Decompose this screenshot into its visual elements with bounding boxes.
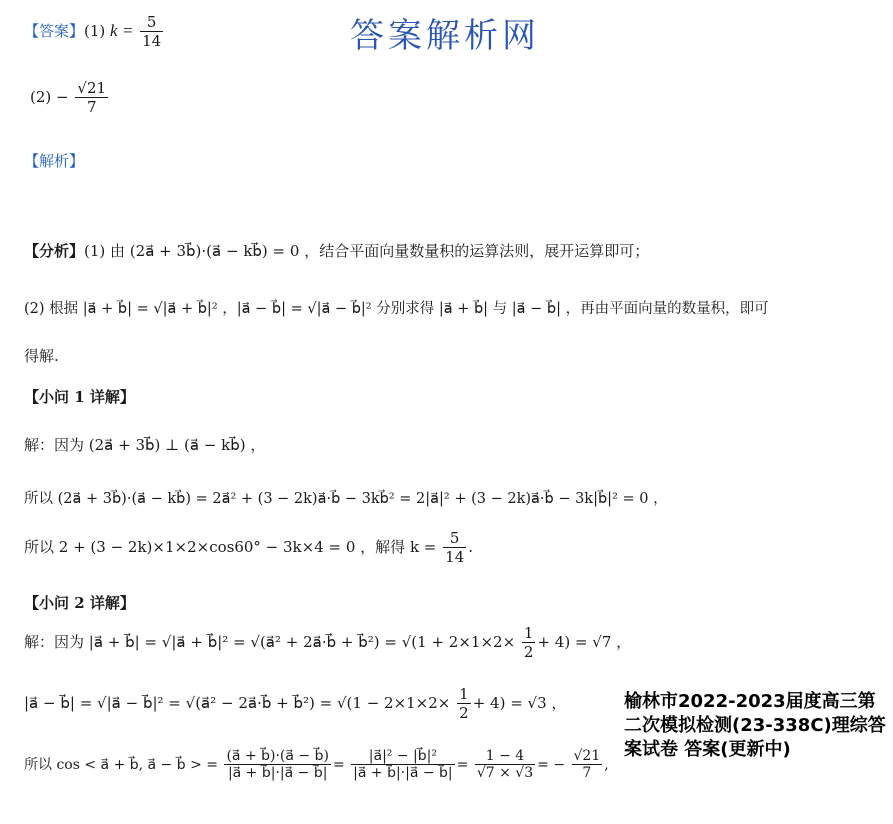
q2-line1-fraction xyxy=(522,625,536,661)
fraction-numerator: √21 xyxy=(77,79,107,97)
q2-line2 xyxy=(24,686,566,722)
analysis-label: 【解析】 xyxy=(24,152,85,170)
fraction-denominator: 14 xyxy=(445,548,465,567)
q2-fraction-2 xyxy=(351,748,455,782)
answer-part1-prefix: (1) xyxy=(84,22,106,41)
q2-heading: 【小问 2 详解】 xyxy=(24,594,135,612)
q2-line2-end: + 4) = √3 ， xyxy=(472,694,567,713)
fraction-numerator: √21 xyxy=(573,748,601,764)
fraction-denominator: 14 xyxy=(142,32,162,51)
q1-line3-text: 所以 2 + (3 − 2k)×1×2×cos60° − 3k×4 = 0 ，解得 k = xyxy=(24,538,437,557)
answer-part1 xyxy=(24,14,165,50)
q2-line2-text: |a⃗ − b⃗| = √|a⃗ − b⃗|² = √(a⃗² − 2a⃗·b⃗ + b⃗²) = √(1 − 2×1×2× xyxy=(24,694,451,713)
fraction-numerator: 1 − 4 xyxy=(475,748,535,765)
q1-line1: 解：因为 (2a⃗ + 3b⃗) ⊥ (a⃗ − kb⃗) ， xyxy=(24,436,266,454)
q2-fraction-3 xyxy=(475,748,535,782)
fraction-numerator: 5 xyxy=(140,14,163,32)
fenxi-line2: (2) 根据 |a⃗ + b⃗| = √|a⃗ + b⃗|² ，|a⃗ − b⃗| = √|a⃗ − b⃗|² 分别求得 |a⃗ + b⃗| 与 |a⃗ − b⃗| ，再由平面向量的数量积，即可 xyxy=(24,301,769,317)
overlay-caption: 榆林市2022-2023届度高三第二次模拟检测(23-338C)理综答案试卷 答案(更新中) xyxy=(624,691,886,760)
q2-line3-text: 所以 cos < a⃗ + b⃗, a⃗ − b⃗ > = xyxy=(24,756,218,773)
fraction-denominator: 2 xyxy=(459,704,469,723)
fraction-denominator: 7 xyxy=(86,98,97,117)
fraction-denominator: |a⃗ + b⃗|·|a⃗ − b⃗| xyxy=(353,765,453,782)
q2-line1-end: + 4) = √7 ， xyxy=(537,633,632,652)
q2-result-sign: = − xyxy=(537,756,566,773)
fenxi-line3: 得解. xyxy=(24,347,59,365)
fraction-numerator: 1 xyxy=(523,624,534,642)
watermark: 答案解析网 xyxy=(350,16,540,56)
fraction-numerator: 5 xyxy=(443,530,466,548)
answer-label: 【答案】 xyxy=(24,22,85,41)
fraction-numerator: |a⃗|² − |b⃗|² xyxy=(351,748,455,765)
fraction-denominator: |a⃗ + b⃗|·|a⃗ − b⃗| xyxy=(227,765,328,782)
q2-line1 xyxy=(24,625,631,661)
fenxi-line1-text: (1) 由 (2a⃗ + 3b⃗)·(a⃗ − kb⃗) = 0 ，结合平面向量数量积的运算法则，展开运算即可； xyxy=(84,242,650,260)
answer-part1-fraction xyxy=(140,14,163,50)
fraction-numerator: (a⃗ + b⃗)·(a⃗ − b⃗) xyxy=(226,748,329,764)
q2-fraction-1 xyxy=(224,748,331,782)
answer-part2-fraction xyxy=(75,80,108,116)
q2-line2-fraction xyxy=(457,686,471,722)
q1-fraction xyxy=(443,530,466,566)
q1-heading: 【小问 1 详解】 xyxy=(24,388,135,406)
fraction-numerator: 1 xyxy=(459,685,469,703)
fenxi-line1 xyxy=(24,240,649,261)
answer-part2 xyxy=(30,80,110,116)
q2-fraction-4 xyxy=(572,748,603,782)
q1-line3 xyxy=(24,530,473,566)
fraction-denominator: 2 xyxy=(523,643,534,662)
q2-line3: 所以 cos < a⃗ + b⃗, a⃗ − b⃗ > = $\frac{(a⃗ + b⃗)\cdot(a⃗ - b⃗)}{|a⃗ + b⃗|\cdot|a⃗ - b⃗|}$ = $\frac{\text{|a⃗|² − |b⃗|²}}{|a⃗ + b⃗|\cdot|a⃗ - b⃗|}$ = $\frac{1 - 4}{√7 \times √3}$ = − $\frac{√21}{7}$ , xyxy=(24,748,609,782)
q2-line3-end: , xyxy=(604,756,609,773)
answer-part1-var: k = xyxy=(110,21,134,41)
answer-part2-sign: − xyxy=(56,88,69,107)
fraction-denominator: 7 xyxy=(582,765,592,782)
fraction-denominator: √7 × √3 xyxy=(476,765,534,782)
fenxi-label: 【分析】 xyxy=(24,242,85,260)
q1-line2: 所以 (2a⃗ + 3b⃗)·(a⃗ − kb⃗) = 2a⃗² + (3 − 2k)a⃗·b⃗ − 3kb⃗² = 2|a⃗|² + (3 − 2k)a⃗·b⃗ − 3k|b⃗|² = 0 ， xyxy=(24,491,668,507)
answer-part2-prefix: (2) xyxy=(30,88,52,107)
q2-line1-text: 解：因为 |a⃗ + b⃗| = √|a⃗ + b⃗|² = √(a⃗² + 2a⃗·b⃗ + b⃗²) = √(1 + 2×1×2× xyxy=(24,633,516,652)
q1-line3-end: . xyxy=(468,538,474,557)
